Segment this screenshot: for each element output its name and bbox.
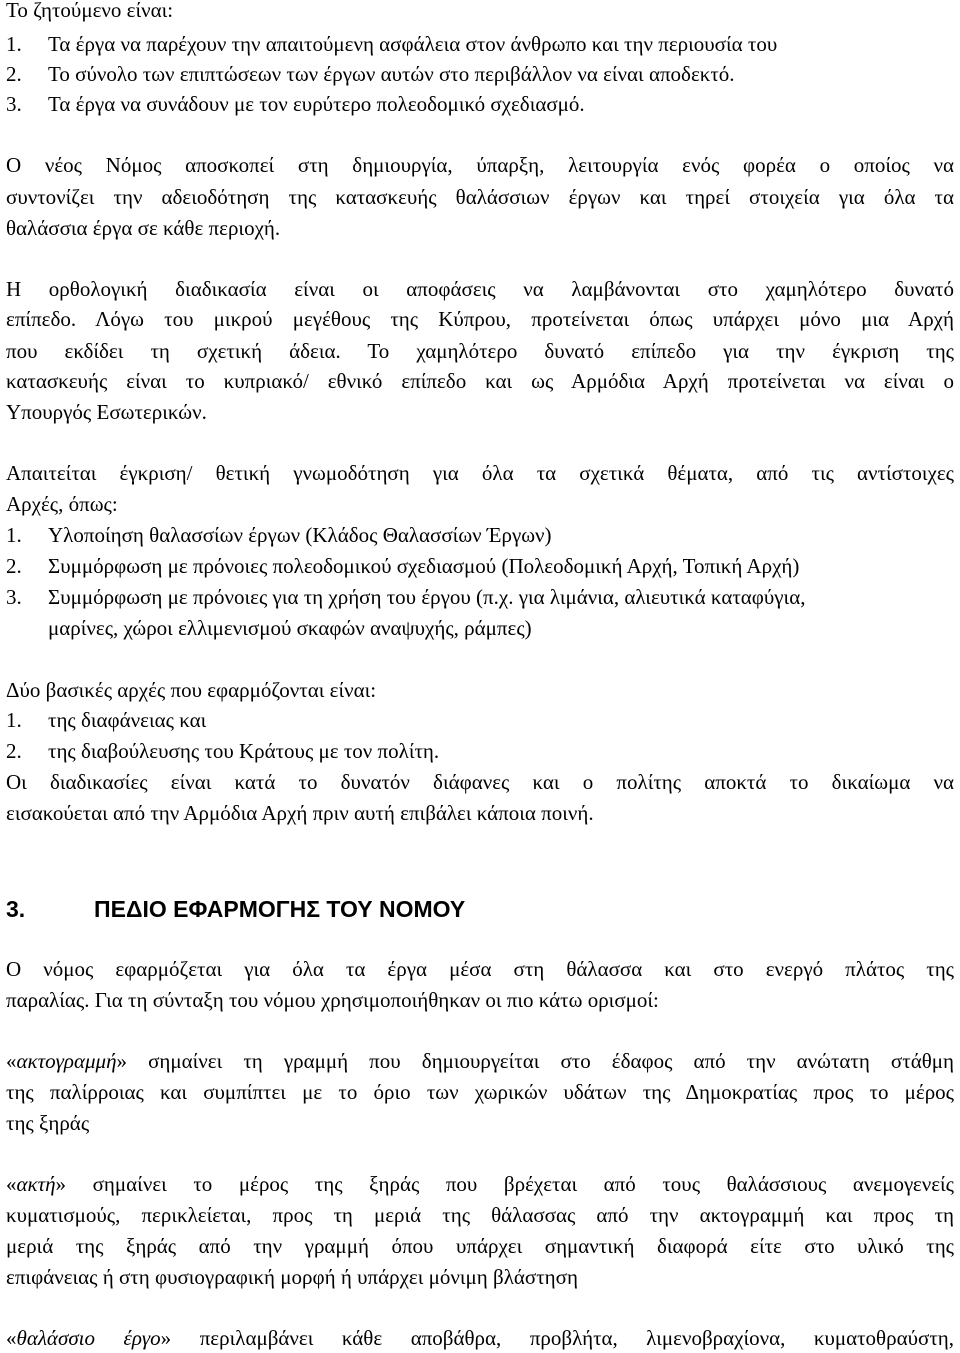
list-text: Συμμόρφωση με πρόνοιες πολεοδομικού σχεδιασμού (Πολεοδομική Αρχή, Τοπική Αρχή): [48, 554, 800, 578]
definition-coast-line: επιφάνειας ή στη φυσιογραφική μορφή ή υπάρχει μόνιμη βλάστηση: [6, 1265, 578, 1289]
quote-close: »: [160, 1326, 172, 1350]
definition-coast-line: κυματισμούς, περικλείεται, προς τη μεριά της θάλασσας από την ακτογραμμή και προς τη: [6, 1203, 954, 1227]
principles-label: Δύο βασικές αρχές που εφαρμόζονται είναι:: [6, 678, 377, 702]
definition-coastline-line: [6, 1047, 954, 1075]
list-number: 2.: [6, 554, 22, 578]
list-text: Τα έργα να παρέχουν την απαιτούμενη ασφάλεια στον άνθρωπο και την περιουσία του: [48, 32, 778, 56]
list-number: 1.: [6, 708, 22, 732]
quote-open: «: [6, 1049, 17, 1073]
law-paragraph-line: συντονίζει την αδειοδότηση της κατασκευής θαλάσσιων έργων και τηρεί στοιχεία για όλα τα: [6, 185, 954, 209]
definition-marine-work-line: [6, 1324, 954, 1352]
quote-close: »: [55, 1172, 67, 1196]
list-number: 3.: [6, 92, 22, 116]
law-paragraph-line: θαλάσσια έργα σε κάθε περιοχή.: [6, 216, 281, 240]
approval-paragraph-line: Αρχές, όπως:: [6, 492, 118, 516]
approval-item-2: [6, 552, 799, 580]
list-number: 2.: [6, 62, 22, 86]
defined-term: ακτή: [16, 1172, 56, 1196]
section-number: 3.: [6, 896, 26, 922]
intro-item-2: [6, 60, 735, 88]
definition-coastline-line: της παλίρροιας και συμπίπτει με το όριο των χωρικών υδάτων της Δημοκρατίας προς το μέρος: [6, 1080, 954, 1104]
scope-paragraph-line: παραλίας. Για τη σύνταξη του νόμου χρησιμοποιήθηκαν οι πιο κάτω ορισμοί:: [6, 988, 659, 1012]
definition-text: περιλαμβάνει κάθε αποβάθρα, προβλήτα, λιμενοβραχίονα, κυματοθραύστη,: [171, 1326, 954, 1350]
intro-item-1: [6, 30, 777, 58]
section-title: ΠΕΔΙΟ ΕΦΑΡΜΟΓΗΣ ΤΟΥ ΝΟΜΟΥ: [94, 896, 466, 922]
definition-coast-line: [6, 1170, 954, 1198]
rational-paragraph-line: Η ορθολογική διαδικασία είναι οι αποφάσεις να λαμβάνονται στο χαμηλότερο δυνατό: [6, 277, 954, 301]
principles-paragraph-line: εισακούεται από την Αρμόδια Αρχή πριν αυτή επιβάλει κάποια ποινή.: [6, 801, 594, 825]
quote-close: »: [116, 1049, 127, 1073]
list-number: 3.: [6, 585, 22, 609]
list-number: 1.: [6, 523, 22, 547]
principles-paragraph-line: Οι διαδικασίες είναι κατά το δυνατόν διάφανες και ο πολίτης αποκτά το δικαίωμα να: [6, 770, 954, 794]
quote-open: «: [6, 1172, 17, 1196]
definition-coast-line: μεριά της ξηράς από την γραμμή όπου υπάρχει σημαντική διαφορά είτε στο υλικό της: [6, 1234, 954, 1258]
definition-text: σημαίνει το μέρος της ξηράς που βρέχεται από τους θαλάσσιους ανεμογενείς: [66, 1172, 954, 1196]
principles-item-2: [6, 737, 439, 765]
list-text: Το σύνολο των επιπτώσεων των έργων αυτών στο περιβάλλον να είναι αποδεκτό.: [48, 62, 735, 86]
approval-item-3-continued: μαρίνες, χώροι ελλιμενισμού σκαφών αναψυχής, ράμπες): [48, 616, 532, 640]
scope-paragraph-line: Ο νόμος εφαρμόζεται για όλα τα έργα μέσα στη θάλασσα και στο ενεργό πλάτος της: [6, 957, 954, 981]
defined-term: ακτογραμμή: [16, 1049, 117, 1073]
quote-open: «: [6, 1326, 17, 1350]
intro-item-3: [6, 90, 585, 118]
list-number: 2.: [6, 739, 22, 763]
definition-text: σημαίνει τη γραμμή που δημιουργείται στο έδαφος από την ανώτατη στάθμη: [127, 1049, 954, 1073]
law-paragraph-line: Ο νέος Νόμος αποσκοπεί στη δημιουργία, ύπαρξη, λειτουργία ενός φορέα ο οποίος να: [6, 153, 954, 177]
section-heading: [6, 893, 465, 925]
principles-item-1: [6, 706, 206, 734]
approval-item-3: [6, 583, 805, 611]
list-text: Συμμόρφωση με πρόνοιες για τη χρήση του έργου (π.χ. για λιμάνια, αλιευτικά καταφύγια,: [48, 585, 806, 609]
definition-coastline-line: της ξηράς: [6, 1111, 90, 1135]
rational-paragraph-line: επίπεδο. Λόγω του μικρού μεγέθους της Κύπρου, προτείνεται όπως υπάρχει μόνο μια Αρχή: [6, 307, 954, 331]
approval-item-1: [6, 521, 552, 549]
list-text: Τα έργα να συνάδουν με τον ευρύτερο πολεοδομικό σχεδιασμό.: [48, 92, 585, 116]
intro-label: Το ζητούμενο είναι:: [6, 0, 174, 22]
list-text: της διαφάνειας και: [48, 708, 207, 732]
defined-term: θαλάσσιο έργο: [16, 1326, 161, 1350]
list-number: 1.: [6, 32, 22, 56]
rational-paragraph-line: Υπουργός Εσωτερικών.: [6, 400, 207, 424]
list-text: Υλοποίηση θαλασσίων έργων (Κλάδος Θαλασσίων Έργων): [48, 523, 552, 547]
rational-paragraph-line: κατασκευής είναι το κυπριακό/ εθνικό επίπεδο και ως Αρμόδια Αρχή προτείνεται να είναι ο: [6, 369, 954, 393]
list-text: της διαβούλευσης του Κράτους με τον πολίτη.: [48, 739, 440, 763]
approval-paragraph-line: Απαιτείται έγκριση/ θετική γνωμοδότηση για όλα τα σχετικά θέματα, από τις αντίστοιχες: [6, 461, 954, 485]
rational-paragraph-line: που εκδίδει τη σχετική άδεια. Το χαμηλότερο δυνατό επίπεδο για την έγκριση της: [6, 339, 954, 363]
